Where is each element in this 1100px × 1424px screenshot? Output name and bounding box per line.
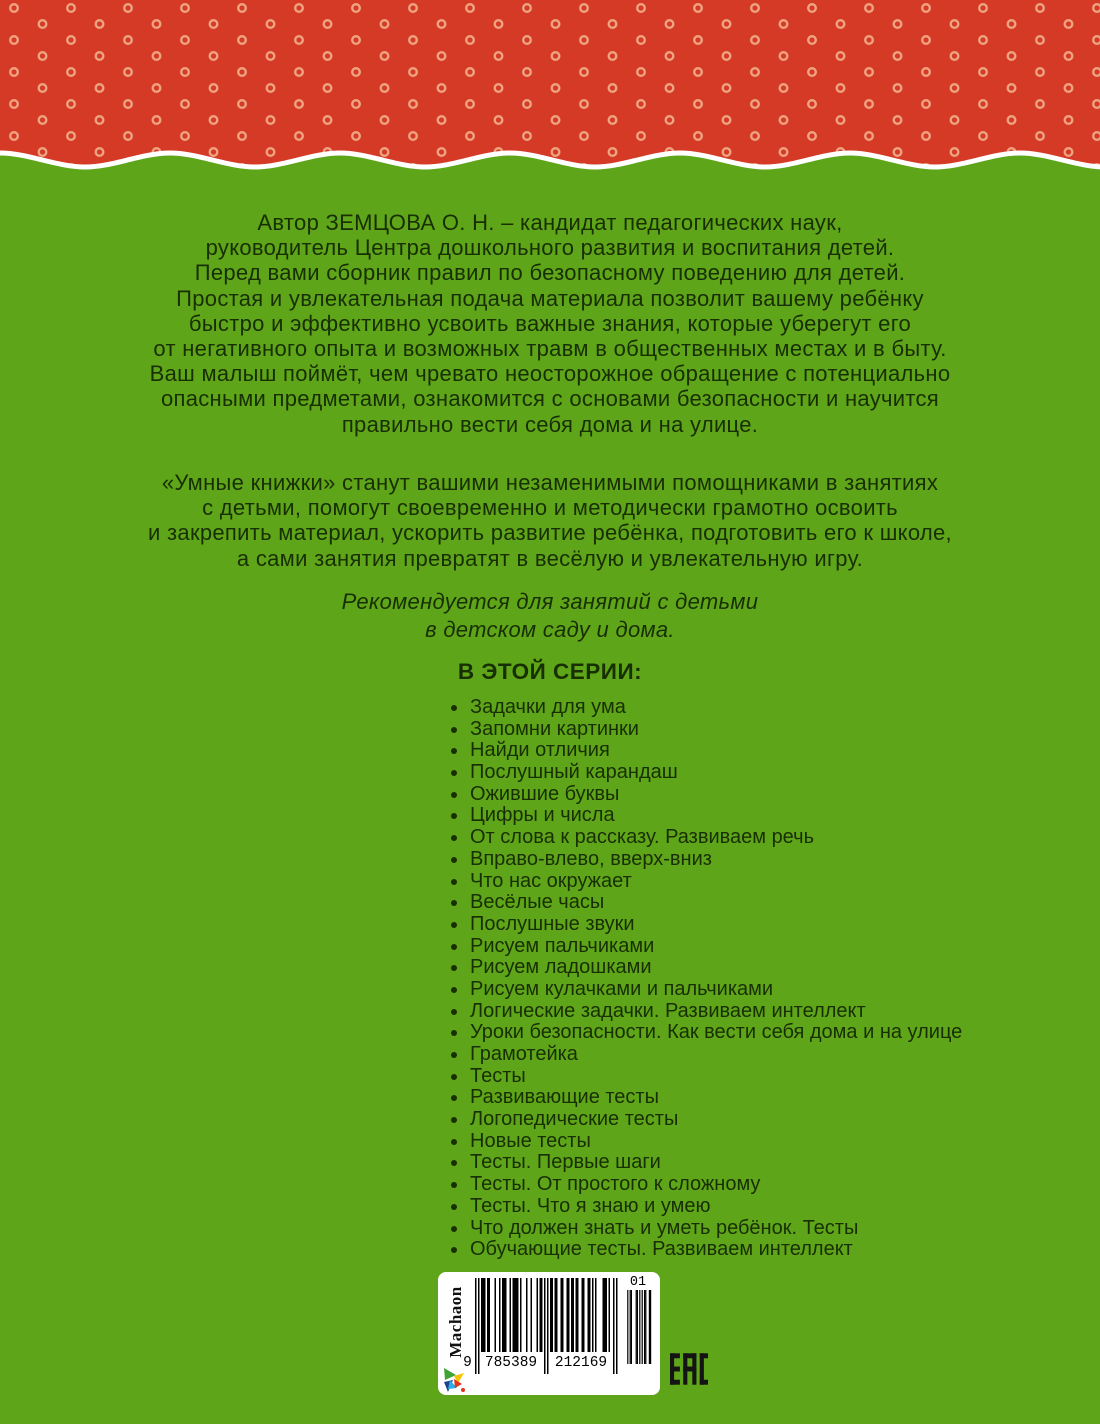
- series-intro-line: а сами занятия превратят в весёлую и увлекательную игру.: [236, 545, 864, 571]
- series-intro-line: и закрепить материал, ускорить развитие ребёнка, подготовить его к школе,: [148, 520, 952, 546]
- series-item: Тесты. Первые шаги: [449, 1152, 962, 1174]
- intro-line: опасными предметами, ознакомится с основами безопасности и научится: [160, 386, 940, 412]
- ean-addon-digits: 01: [629, 1275, 647, 1290]
- intro-paragraph: [0, 210, 1100, 437]
- series-item: Вправо-влево, вверх-вниз: [449, 849, 962, 871]
- series-item: От слова к рассказу. Развиваем речь: [449, 827, 962, 849]
- series-item: Ожившие буквы: [449, 784, 962, 806]
- series-title: В ЭТОЙ СЕРИИ:: [457, 659, 643, 684]
- series-list: [449, 697, 962, 1261]
- intro-line: быстро и эффективно усвоить важные знания, которые уберегут его: [188, 310, 912, 336]
- eac-mark-icon: [670, 1351, 708, 1387]
- intro-line: Простая и увлекательная подача материала позволит вашему ребёнку: [176, 285, 924, 311]
- series-item: Весёлые часы: [449, 892, 962, 914]
- ean-addon-barcode: [626, 1290, 652, 1366]
- series-item: Уроки безопасности. Как вести себя дома и на улице: [449, 1022, 962, 1044]
- barcode-panel: [438, 1272, 660, 1395]
- red-band-shape: [0, 0, 1100, 167]
- series-intro-line: с детьми, помогут своевременно и методически грамотно освоить: [202, 495, 898, 521]
- machaon-publisher-label: Machaon: [446, 1286, 465, 1358]
- intro-line: правильно вести себя дома и на улице.: [341, 411, 759, 437]
- series-item: Рисуем ладошками: [449, 957, 962, 979]
- series-item: Цифры и числа: [449, 805, 962, 827]
- series-item: Найди отличия: [449, 740, 962, 762]
- intro-line: Автор ЗЕМЦОВА О. Н. – кандидат педагогических наук,: [257, 210, 843, 235]
- series-item: Тесты: [449, 1066, 962, 1088]
- series-intro-paragraph: [0, 470, 1100, 571]
- series-item: Послушный карандаш: [449, 762, 962, 784]
- intro-line: от негативного опыта и возможных травм в общественных местах и в быту.: [153, 336, 947, 362]
- series-item: Рисуем кулачками и пальчиками: [449, 979, 962, 1001]
- intro-line: Перед вами сборник правил по безопасному поведению для детей.: [194, 260, 906, 286]
- series-item: Логические задачки. Развиваем интеллект: [449, 1001, 962, 1023]
- intro-line: Ваш малыш поймёт, чем чревато неосторожное обращение с потенциально: [149, 361, 951, 387]
- series-item: Развивающие тесты: [449, 1087, 962, 1109]
- series-item: Что должен знать и уметь ребёнок. Тесты: [449, 1218, 962, 1240]
- series-item: Рисуем пальчиками: [449, 936, 962, 958]
- ean-digit-system: 9: [463, 1355, 472, 1371]
- series-item: Обучающие тесты. Развиваем интеллект: [449, 1239, 962, 1261]
- series-item: Тесты. От простого к сложному: [449, 1174, 962, 1196]
- ean-digits-left: 785389: [482, 1354, 540, 1372]
- intro-line: руководитель Центра дошкольного развития и воспитания детей.: [205, 235, 895, 261]
- series-item: Новые тесты: [449, 1131, 962, 1153]
- recommendation-note: [0, 588, 1100, 643]
- series-item: Что нас окружает: [449, 871, 962, 893]
- series-item: Задачки для ума: [449, 697, 962, 719]
- polka-dot-band: [0, 0, 1100, 185]
- series-item: Тесты. Что я знаю и умею: [449, 1196, 962, 1218]
- recommendation-line: в детском саду и дома.: [425, 616, 675, 642]
- ean-digits-right: 212169: [552, 1354, 610, 1372]
- series-item: Логопедические тесты: [449, 1109, 962, 1131]
- recommendation-line: Рекомендуется для занятий с детьми: [341, 589, 759, 614]
- series-item: Послушные звуки: [449, 914, 962, 936]
- series-item: Запомни картинки: [449, 719, 962, 741]
- series-intro-line: «Умные книжки» станут вашими незаменимыми помощниками в занятиях: [161, 470, 939, 495]
- series-item: Грамотейка: [449, 1044, 962, 1066]
